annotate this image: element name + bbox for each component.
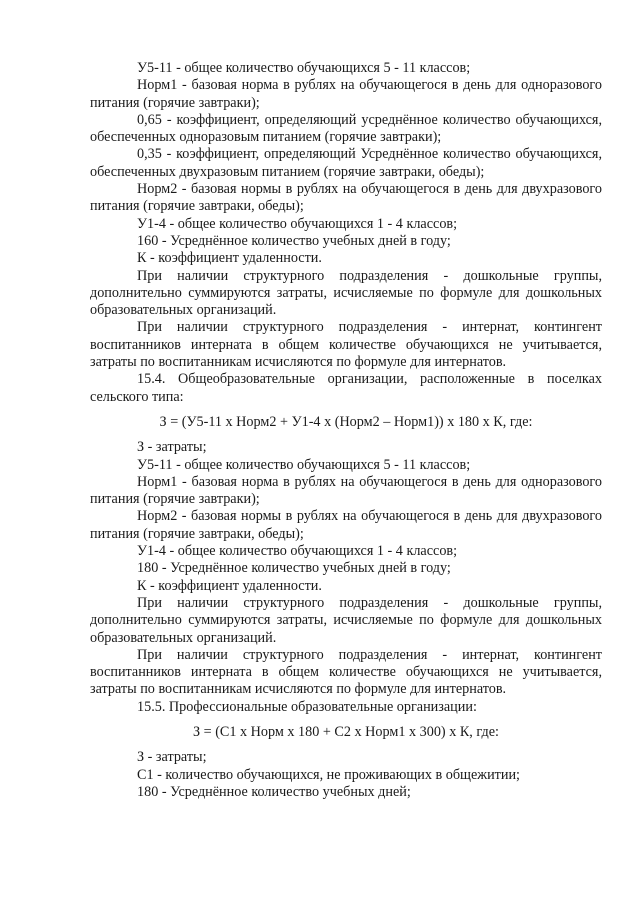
paragraph-u1-4-definition: У1-4 - общее количество обучающихся 1 - 4 классов; xyxy=(137,543,458,560)
paragraph-coefficient-065: 0,65 - коэффициент, определяющий усреднённое количество обучающихся, обеспеченных одноразовым питанием (горячие завтраки); xyxy=(90,111,602,146)
formula-15-4: З = (У5-11 х Норм2 + У1-4 х (Норм2 – Норм1)) х 180 х К, где: xyxy=(159,413,533,430)
paragraph-u5-11-definition: У5-11 - общее количество обучающихся 5 - 11 классов; xyxy=(137,60,471,76)
paragraph-norm1-definition: Норм1 - базовая норма в рублях на обучающегося в день для одноразового питания (горячие завтраки); xyxy=(90,473,602,508)
paragraph-days-definition: 180 - Усреднённое количество учебных дней в году; xyxy=(137,560,451,577)
paragraph-boarding-note: При наличии структурного подразделения - интернат, контингент воспитанников интерната в общем количестве обучающихся не учитывается, затраты по воспитанникам исчисляются по формуле для интернатов. xyxy=(90,646,602,698)
paragraph-boarding-note: При наличии структурного подразделения - интернат, контингент воспитанников интерната в общем количестве обучающихся не учитывается, затраты по воспитанникам исчисляются по формуле для интернатов. xyxy=(90,319,602,371)
section-heading-15-5: 15.5. Профессиональные образовательные организации: xyxy=(137,698,477,715)
paragraph-coefficient-035: 0,35 - коэффициент, определяющий Усреднённое количество обучающихся, обеспеченных двухразовым питанием (горячие завтраки, обеды); xyxy=(90,146,602,180)
paragraph-c1-definition: С1 - количество обучающихся, не проживающих в общежитии; xyxy=(137,766,520,783)
formula-15-5: З = (С1 х Норм х 180 + С2 х Норм1 х 300) х К, где: xyxy=(193,723,499,740)
paragraph-k-definition: К - коэффициент удаленности. xyxy=(137,577,322,594)
paragraph-u5-11-definition: У5-11 - общее количество обучающихся 5 - 11 классов; xyxy=(137,456,471,473)
paragraph-norm2-definition: Норм2 - базовая нормы в рублях на обучающегося в день для двухразового питания (горячие завтраки, обеды); xyxy=(90,508,602,542)
paragraph-z-definition: З - затраты; xyxy=(137,749,207,766)
paragraph-norm1-definition: Норм1 - базовая норма в рублях на обучающегося в день для одноразового питания (горячие завтраки); xyxy=(90,77,602,111)
paragraph-k-definition: К - коэффициент удаленности. xyxy=(137,250,322,267)
paragraph-z-definition: З - затраты; xyxy=(137,439,207,456)
paragraph-u1-4-definition: У1-4 - общее количество обучающихся 1 - 4 классов; xyxy=(137,215,458,232)
paragraph-preschool-note: При наличии структурного подразделения - дошкольные группы, дополнительно суммируются затраты, исчисляемые по формуле для дошкольных образовательных организаций. xyxy=(90,594,602,646)
paragraph-preschool-note: При наличии структурного подразделения - дошкольные группы, дополнительно суммируются затраты, исчисляемые по формуле для дошкольных образовательных организаций. xyxy=(90,267,602,319)
paragraph-days-definition: 180 - Усреднённое количество учебных дней; xyxy=(137,783,411,800)
paragraph-norm2-definition: Норм2 - базовая нормы в рублях на обучающегося в день для двухразового питания (горячие завтраки, обеды); xyxy=(90,181,602,215)
section-heading-15-4: 15.4. Общеобразовательные организации, расположенные в поселках сельского типа: xyxy=(90,371,602,405)
document-body xyxy=(90,60,602,801)
paragraph-days-definition: 160 - Усреднённое количество учебных дней в году; xyxy=(137,232,451,249)
